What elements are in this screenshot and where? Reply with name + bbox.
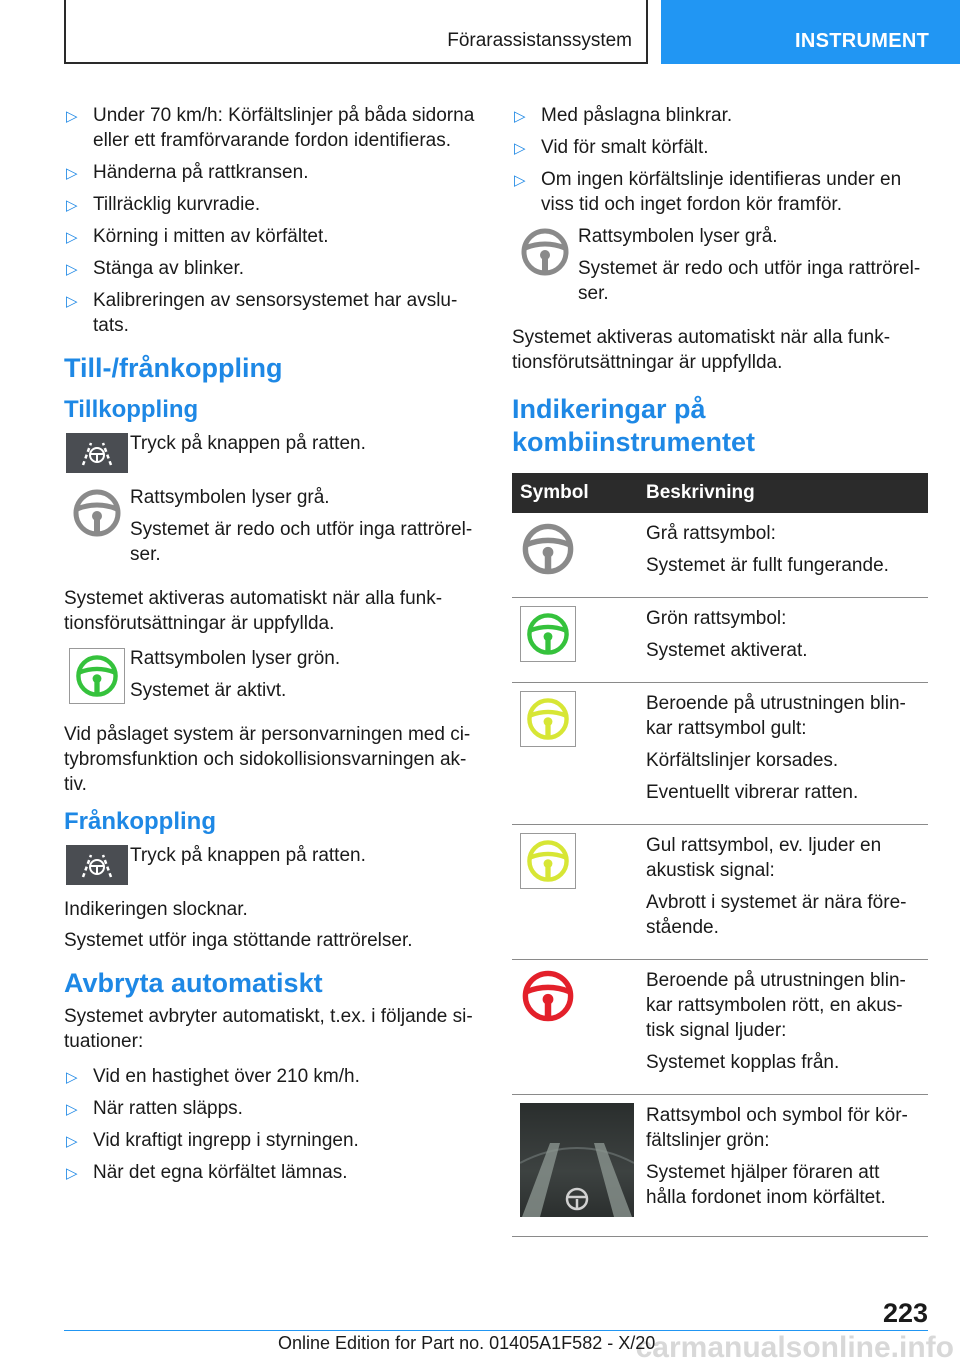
page-number: 223 — [882, 1298, 928, 1328]
header-chapter-tab — [661, 0, 960, 64]
header-chapter-title: INSTRUMENT — [795, 30, 930, 52]
symbol-table — [512, 473, 928, 1237]
triangle-bullet-icon: ▷ — [66, 1069, 78, 1086]
list-item: ▷ Körning i mitten av körfältet. — [64, 224, 476, 249]
left-column — [64, 103, 476, 1192]
grey-wheel-row-right — [512, 224, 928, 313]
steering-wheel-green-icon — [520, 606, 576, 662]
list-item: ▷ Kalibreringen av sensorsystemet har avslu-tats. — [66, 290, 458, 336]
heading-avbryta-automatiskt: Avbryta automatiskt — [64, 968, 323, 998]
grey-wheel-line1: Rattsymbolen lyser grå. — [130, 487, 330, 508]
header-section-title: Förarassistanssystem — [447, 30, 632, 51]
list-item: ▷ Händerna på rattkransen. — [64, 160, 476, 185]
table-row: Rattsymbol och symbol för kör-fältslinjer grön: Systemet hjälper föraren att hålla fordonet inom körfältet. — [512, 1095, 928, 1237]
list-item: ▷ Tillräcklig kurvradie. — [64, 192, 476, 217]
heading-tillkoppling: Tillkoppling — [64, 396, 199, 423]
list-item: ▷ Stänga av blinker. — [64, 256, 476, 281]
steering-wheel-yellow-icon — [520, 691, 576, 747]
list-item: ▷ Med påslagna blinkrar. — [512, 103, 928, 128]
watermark: carmanualsonline.info — [635, 1331, 954, 1364]
list-item: ▷ Vid kraftigt ingrepp i styrningen. — [64, 1128, 476, 1153]
list-item: ▷ Vid för smalt körfält. — [512, 135, 928, 160]
grey-wheel-line2: Systemet är redo och utför inga rattrörel-ser. — [578, 258, 921, 304]
lane-lines-display-icon — [520, 1103, 634, 1217]
table-header-row — [512, 473, 928, 513]
press-button-row — [64, 431, 476, 473]
header-section-box — [64, 0, 648, 64]
lane-assist-button-icon — [66, 433, 128, 473]
triangle-bullet-icon: ▷ — [66, 108, 78, 125]
grey-wheel-row — [64, 485, 476, 574]
table-row: Beroende på utrustningen blin-kar rattsymbol gult: Körfältslinjer korsades. Eventuellt vibrerar ratten. — [512, 683, 928, 825]
list-item: ▷ När ratten släpps. — [64, 1096, 476, 1121]
grey-wheel-line2: Systemet är redo och utför inga rattrörel-ser. — [130, 519, 473, 565]
steering-wheel-grey-icon — [520, 521, 576, 577]
green-wheel-line2: Systemet är aktivt. — [130, 680, 287, 701]
triangle-bullet-icon: ▷ — [66, 1101, 78, 1118]
list-item: ▷ När det egna körfältet lämnas. — [64, 1160, 476, 1185]
triangle-bullet-icon: ▷ — [514, 172, 526, 189]
no-support-text: Systemet utför inga stöttande rattrörelser. — [64, 930, 413, 951]
triangle-bullet-icon: ▷ — [66, 1165, 78, 1182]
heading-frankoppling: Frånkoppling — [64, 808, 216, 835]
footer-edition: Online Edition for Part no. 01405A1F582 - X/20 — [278, 1333, 656, 1353]
auto-activate-text: Systemet aktiveras automatiskt när alla funk-tionsförutsättningar är uppfyllda. — [512, 327, 891, 373]
green-wheel-row — [64, 646, 476, 710]
triangle-bullet-icon: ▷ — [514, 108, 526, 125]
table-row: Grön rattsymbol: Systemet aktiverat. — [512, 598, 928, 683]
steering-wheel-grey-icon — [519, 226, 571, 278]
steering-wheel-green-icon — [69, 648, 125, 704]
list-item: ▷ Under 70 km/h: Körfältslinjer på båda sidorna eller ett framförvarande fordon identifieras. — [66, 105, 475, 151]
triangle-bullet-icon: ▷ — [514, 140, 526, 157]
triangle-bullet-icon: ▷ — [66, 293, 78, 310]
list-item: ▷ Vid en hastighet över 210 km/h. — [64, 1064, 476, 1089]
press-button-text-2: Tryck på knappen på ratten. — [130, 845, 366, 866]
avbryta-intro-text: Systemet avbryter automatiskt, t.ex. i följande si-tuationer: — [64, 1006, 473, 1052]
triangle-bullet-icon: ▷ — [66, 1133, 78, 1150]
table-header-description: Beskrivning — [638, 473, 928, 513]
list-item: ▷ Om ingen körfältslinje identifieras under en viss tid och inget fordon kör framför. — [514, 169, 902, 215]
right-column — [512, 103, 928, 1237]
lane-assist-button-icon — [66, 845, 128, 885]
table-row: Beroende på utrustningen blin-kar rattsymbolen rött, en akus-tisk signal ljuder: Systemet kopplas från. — [512, 960, 928, 1095]
heading-till-frankoppling: Till-/frånkoppling — [64, 353, 283, 383]
steering-wheel-grey-icon — [71, 487, 123, 539]
grey-wheel-line1: Rattsymbolen lyser grå. — [578, 226, 778, 247]
steering-wheel-red-icon — [520, 968, 576, 1024]
heading-indikeringar: Indikeringar på kombiinstrumentet — [512, 394, 756, 457]
table-row: Gul rattsymbol, ev. ljuder en akustisk signal: Avbrott i systemet är nära före-stående. — [512, 825, 928, 960]
active-warnings-text: Vid påslaget system är personvarningen med ci-tybromsfunktion och sidokollisionsvarningen ak-tiv. — [64, 724, 471, 795]
indicator-off-text: Indikeringen slocknar. — [64, 899, 248, 920]
press-button-text: Tryck på knappen på ratten. — [130, 433, 366, 454]
steering-wheel-yellow-icon — [520, 833, 576, 889]
triangle-bullet-icon: ▷ — [66, 229, 78, 246]
triangle-bullet-icon: ▷ — [66, 165, 78, 182]
press-button-row-2 — [64, 843, 476, 885]
triangle-bullet-icon: ▷ — [66, 197, 78, 214]
green-wheel-line1: Rattsymbolen lyser grön. — [130, 648, 341, 669]
triangle-bullet-icon: ▷ — [66, 261, 78, 278]
table-header-symbol: Symbol — [512, 473, 638, 513]
auto-activate-text: Systemet aktiveras automatiskt när alla funk-tionsförutsättningar är uppfyllda. — [64, 588, 443, 634]
table-row: Grå rattsymbol: Systemet är fullt fungerande. — [512, 513, 928, 598]
